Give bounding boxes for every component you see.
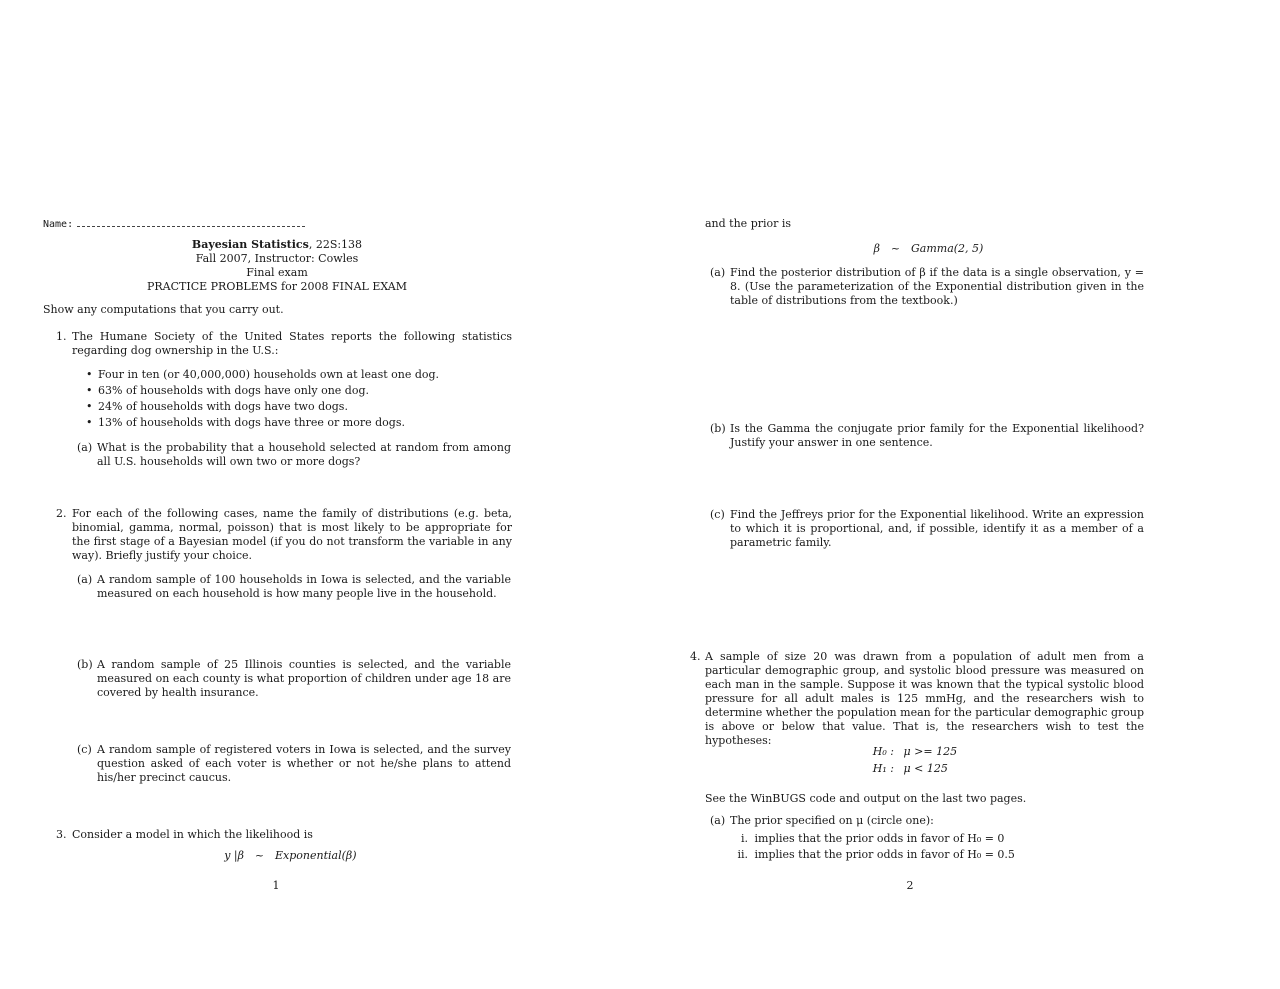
see-code-note: See the WinBUGS code and output on the last two pages.: [705, 792, 1027, 805]
page-number-2: 2: [906, 879, 914, 892]
option-text: implies that the prior odds in favor of H₀ = 0.5: [754, 848, 1015, 861]
question-4-number: 4.: [690, 650, 701, 663]
part-text: A random sample of registered voters in Iowa is selected, and the survey question asked of each voter is whether or not he/she plans to attend his/her precinct caucus.: [97, 743, 511, 784]
prior-intro: and the prior is: [705, 217, 792, 230]
part-label: (b): [710, 422, 726, 435]
q1-part-a: [77, 441, 511, 469]
question-3-text: Consider a model in which the likelihood is: [72, 828, 313, 841]
option-text: implies that the prior odds in favor of H₀ = 0: [754, 832, 1005, 845]
part-text: The prior specified on μ (circle one):: [730, 814, 934, 827]
part-text: Is the Gamma the conjugate prior family for the Exponential likelihood? Justify your answer in one sentence.: [730, 422, 1144, 449]
instructions: Show any computations that you carry out.: [43, 303, 284, 316]
option-label: ii.: [737, 848, 748, 861]
part-label: (c): [77, 743, 92, 756]
h1-statement: μ < 125: [903, 762, 948, 775]
list-item: • 63% of households with dogs have only one dog.: [86, 384, 369, 397]
question-3-number: 3.: [56, 828, 67, 841]
likelihood-equation: [180, 849, 380, 863]
part-text: A random sample of 25 Illinois counties is selected, and the variable measured on each county is what proportion of children under age 18 are covered by health insurance.: [97, 658, 511, 699]
eq-right: Exponential(β): [275, 849, 357, 862]
list-item: • 24% of households with dogs have two dogs.: [86, 400, 348, 413]
h0-label: H₀ :: [872, 745, 894, 758]
q4-part-a: [710, 814, 1144, 828]
eq-left: y |β: [224, 849, 244, 862]
name-label: Name:: [43, 219, 74, 230]
h1-label: H₁ :: [872, 762, 894, 775]
q1-bullet-list: [86, 368, 506, 432]
prior-right: Gamma(2, 5): [911, 242, 984, 255]
name-field[interactable]: [43, 218, 313, 232]
hypotheses: [850, 745, 1010, 779]
list-item: • 13% of households with dogs have three or more dogs.: [86, 416, 405, 429]
q2-part-a: [77, 573, 511, 601]
h0-statement: μ >= 125: [903, 745, 958, 758]
exam-line: Final exam: [246, 266, 308, 279]
question-3: [56, 828, 512, 842]
prior-sim: ~: [890, 242, 901, 255]
list-item: • Four in ten (or 40,000,000) households own at least one dog.: [86, 368, 440, 381]
q4-option-i[interactable]: [730, 832, 1144, 846]
part-label: (a): [710, 266, 726, 279]
part-text: Find the posterior distribution of β if the data is a single observation, y = 8. (Use the parameterization of the Exponential distribution given in the table of distributions from the textbook.): [730, 266, 1144, 307]
part-label: (a): [710, 814, 726, 827]
part-text: What is the probability that a household selected at random from among all U.S. households will own two or more dogs?: [97, 441, 511, 468]
question-4: [690, 650, 1144, 748]
part-text: A random sample of 100 households in Iowa is selected, and the variable measured on each household is how many people live in the household.: [97, 573, 511, 600]
question-2: [56, 507, 512, 563]
q2-part-c: [77, 743, 511, 785]
eq-sim: ~: [254, 849, 265, 862]
term-line: Fall 2007, Instructor: Cowles: [195, 252, 359, 265]
q3-part-c: [710, 508, 1144, 550]
part-text: Find the Jeffreys prior for the Exponential likelihood. Write an expression to which it is proportional, and, if possible, identify it as a member of a parametric family.: [730, 508, 1144, 549]
part-label: (a): [77, 441, 93, 454]
question-1-number: 1.: [56, 330, 67, 343]
part-label: (a): [77, 573, 93, 586]
part-label: (b): [77, 658, 93, 671]
prior-equation: [840, 242, 1040, 256]
question-1-text: The Humane Society of the United States reports the following statistics regarding dog ownership in the U.S.:: [72, 330, 512, 357]
name-blank-line[interactable]: [77, 218, 305, 227]
question-4-text: A sample of size 20 was drawn from a population of adult men from a particular demographic group, and systolic blood pressure was measured on each man in the sample. Suppose it was known that the typical systolic blood pressure for all adult males is 125 mmHg, and the researchers wish to determine whether the population mean for the particular demographic group is above or below that value. That is, the researchers wish to test the hypotheses:: [705, 650, 1144, 747]
part-label: (c): [710, 508, 725, 521]
exam-header: [43, 238, 511, 294]
page-number-1: 1: [272, 879, 280, 892]
course-number: , 22S:138: [308, 238, 363, 251]
q3-part-b: [710, 422, 1144, 450]
question-1: [56, 330, 512, 358]
q4-option-ii[interactable]: [730, 848, 1144, 862]
practice-line: PRACTICE PROBLEMS for 2008 FINAL EXAM: [146, 280, 408, 293]
option-label: i.: [740, 832, 748, 845]
q2-part-b: [77, 658, 511, 700]
question-2-text: For each of the following cases, name the family of distributions (e.g. beta, binomial, gamma, normal, poisson) that is most likely to be appropriate for the first stage of a Bayesian model (if you do not transform the variable in any way). Briefly justify your choice.: [72, 507, 512, 562]
q3-part-a: [710, 266, 1144, 308]
question-2-number: 2.: [56, 507, 67, 520]
prior-left: β: [873, 242, 880, 255]
course-title: Bayesian Statistics: [191, 238, 309, 251]
